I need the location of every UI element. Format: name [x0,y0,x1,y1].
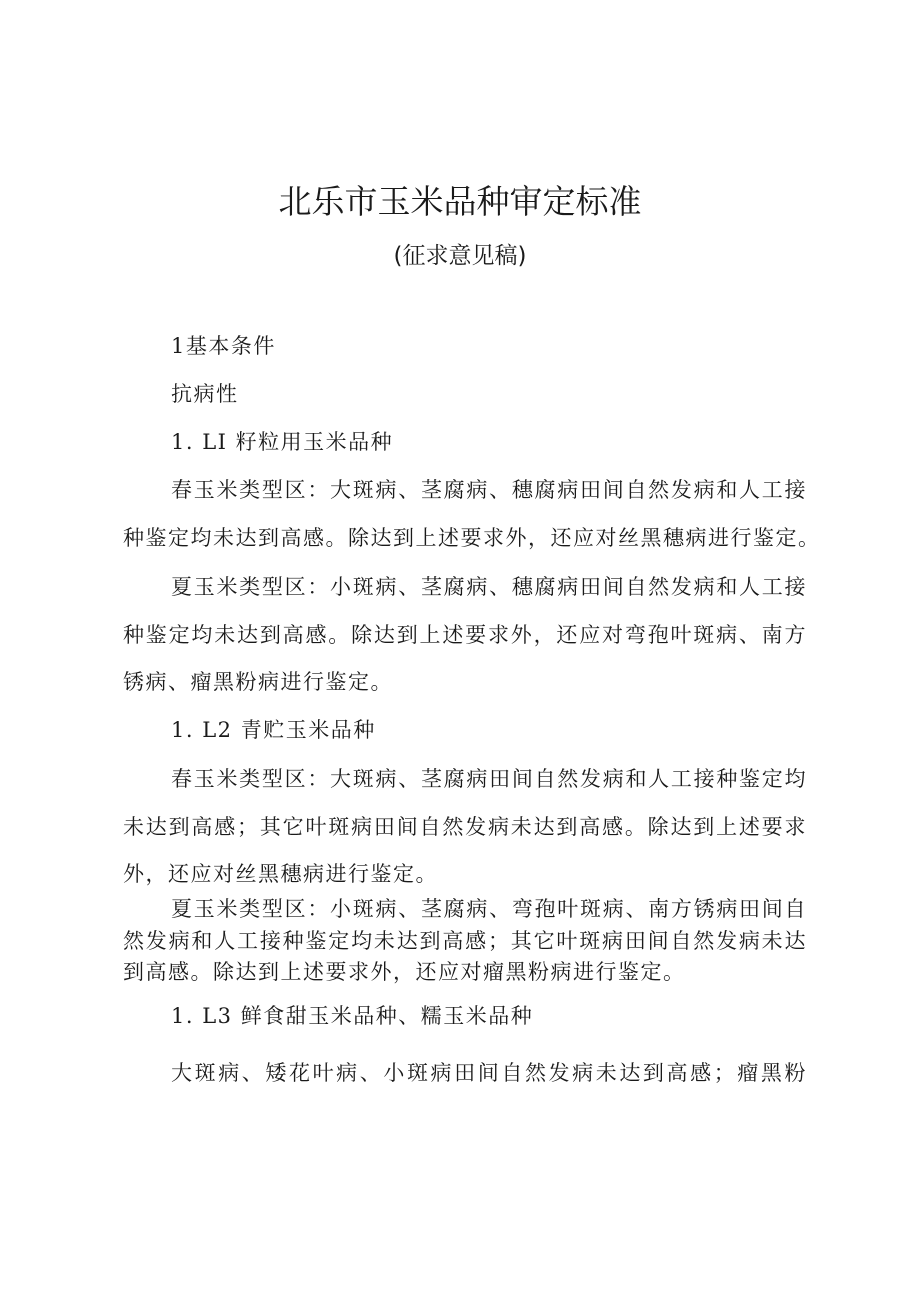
paragraph-line: 种鉴定均未达到高感。除达到上述要求外，还应对丝黑穗病进行鉴定。 [123,526,821,550]
document-title: 北乐市玉米品种审定标准 [278,182,642,221]
paragraph-line: 到高感。除达到上述要求外，还应对瘤黑粉病进行鉴定。 [123,960,686,984]
item-heading-grain-corn: 1. LI 籽粒用玉米品种 [171,430,394,454]
item-heading-sweet-waxy-corn: 1. L3 鲜食甜玉米品种、糯玉米品种 [171,1004,534,1028]
paragraph-line: 春玉米类型区：大斑病、茎腐病田间自然发病和人工接种鉴定均 [171,767,807,791]
subsection-heading-disease-resistance: 抗病性 [171,382,239,406]
paragraph-line: 春玉米类型区：大斑病、茎腐病、穗腐病田间自然发病和人工接 [171,478,807,502]
paragraph-line: 外，还应对丝黑穗病进行鉴定。 [123,862,438,886]
paragraph-line: 然发病和人工接种鉴定均未达到高感；其它叶斑病田间自然发病未达 [123,929,807,953]
section-heading-basic-conditions: 1基本条件 [171,334,276,358]
paragraph-line: 锈病、瘤黑粉病进行鉴定。 [123,670,393,694]
paragraph-line: 夏玉米类型区：小斑病、茎腐病、弯孢叶斑病、南方锈病田间自 [171,897,807,921]
paragraph-line: 种鉴定均未达到高感。除达到上述要求外，还应对弯孢叶斑病、南方 [123,623,807,647]
item-heading-silage-corn: 1. L2 青贮玉米品种 [171,718,376,742]
paragraph-line: 未达到高感；其它叶斑病田间自然发病未达到高感。除达到上述要求 [123,815,807,839]
paragraph-line: 夏玉米类型区：小斑病、茎腐病、穗腐病田间自然发病和人工接 [171,575,807,599]
paragraph-line: 大斑病、矮花叶病、小斑病田间自然发病未达到高感；瘤黑粉 [171,1061,807,1085]
document-subtitle: (征求意见稿) [393,243,527,269]
